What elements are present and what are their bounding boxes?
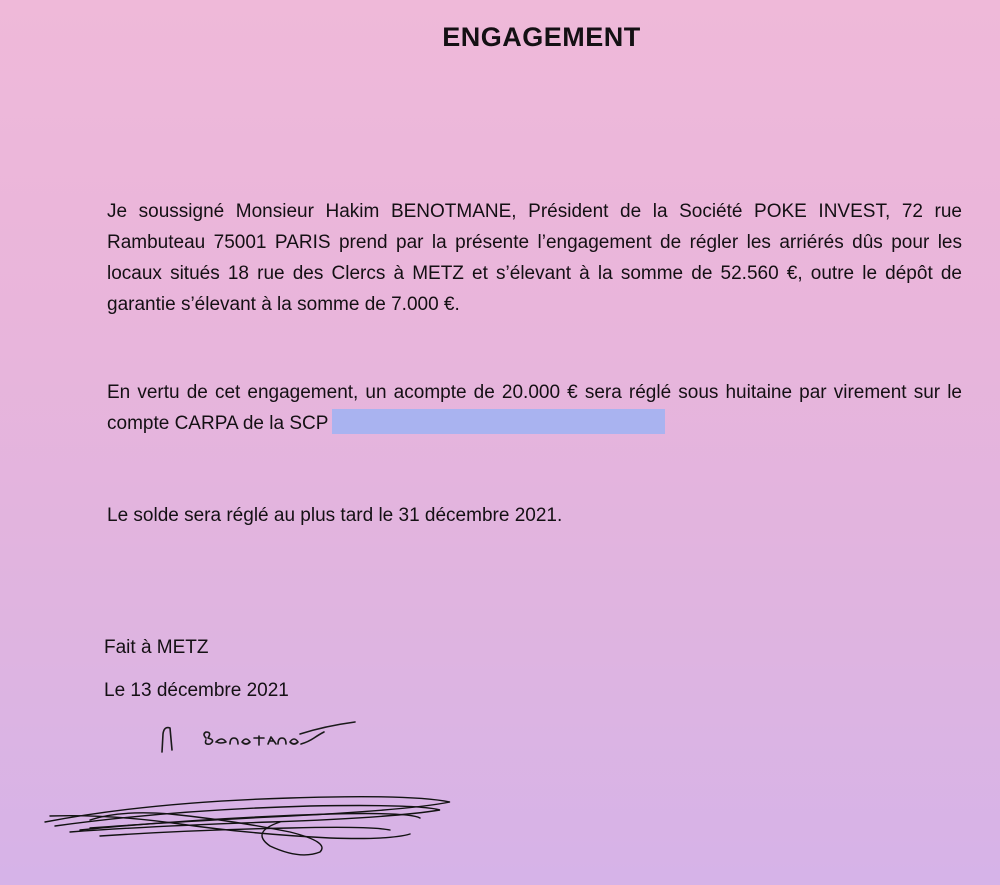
deposit-paragraph xyxy=(107,377,962,439)
engagement-paragraph: Je soussigné Monsieur Hakim BENOTMANE, Président de la Société POKE INVEST, 72 rue Rambuteau 75001 PARIS prend par la présente l’engagement de régler les arriérés dûs pour les locaux situés 18 rue des Clercs à METZ et s’élevant à la somme de 52.560 €, outre le dépôt de garantie s’élevant à la somme de 7.000 €. xyxy=(107,201,962,315)
document-title: ENGAGEMENT xyxy=(442,22,641,52)
signature-scribble xyxy=(30,780,490,870)
place-line: Fait à METZ xyxy=(104,637,209,658)
handwritten-name-signature xyxy=(150,712,380,762)
deposit-text: En vertu de cet engagement, un acompte de 20.000 € sera réglé sous huitaine par virement sur le compte CARPA de la SCP xyxy=(107,382,962,434)
balance-paragraph: Le solde sera réglé au plus tard le 31 décembre 2021. xyxy=(107,505,563,526)
redaction-block xyxy=(332,409,665,434)
date-line: Le 13 décembre 2021 xyxy=(104,680,289,701)
